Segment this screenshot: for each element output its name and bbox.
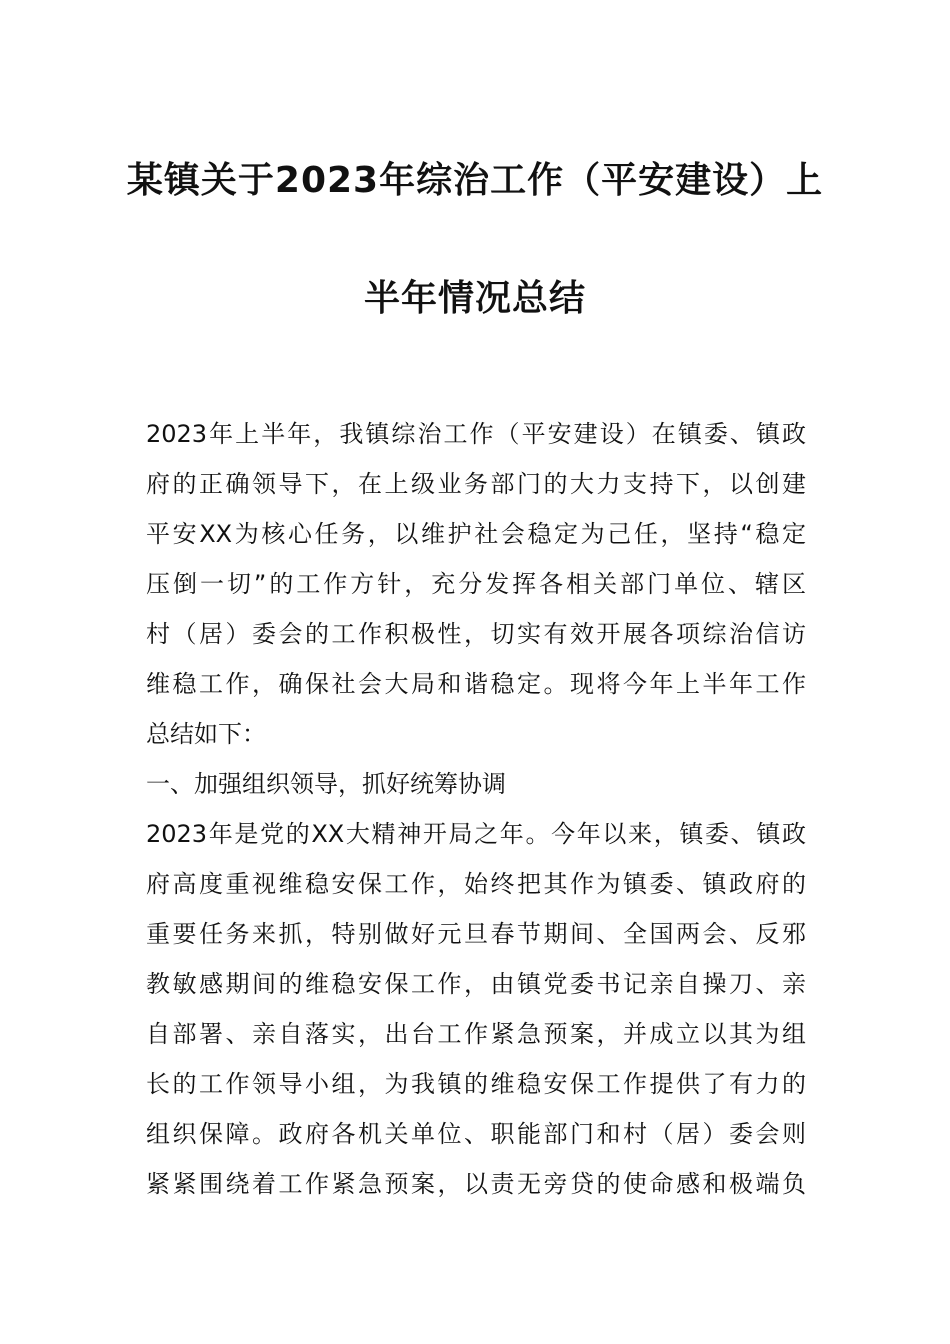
body-line: 2023年上半年，我镇综治工作（平安建设）在镇委、镇政 (146, 420, 806, 448)
document-title-line-1: 某镇关于2023年综治工作（平安建设）上 (126, 160, 824, 201)
body-line: 府的正确领导下，在上级业务部门的大力支持下，以创建 (146, 470, 806, 498)
body-line: 村（居）委会的工作积极性，切实有效开展各项综治信访 (146, 620, 806, 648)
document-body (146, 409, 806, 1209)
body-line: 总结如下： (146, 720, 266, 748)
body-line: 长的工作领导小组，为我镇的维稳安保工作提供了有力的 (146, 1070, 806, 1098)
document-title-line-2: 半年情况总结 (363, 278, 586, 319)
body-line: 组织保障。政府各机关单位、职能部门和村（居）委会则 (146, 1120, 806, 1148)
body-line: 维稳工作，确保社会大局和谐稳定。现将今年上半年工作 (146, 670, 806, 698)
body-line: 平安XX为核心任务，以维护社会稳定为己任，坚持“稳定 (146, 520, 806, 548)
body-line: 2023年是党的XX大精神开局之年。今年以来，镇委、镇政 (146, 820, 806, 848)
body-line: 教敏感期间的维稳安保工作，由镇党委书记亲自操刀、亲 (146, 970, 806, 998)
body-line: 压倒一切”的工作方针，充分发挥各相关部门单位、辖区 (146, 570, 806, 598)
body-line: 紧紧围绕着工作紧急预案，以责无旁贷的使命感和极端负 (146, 1170, 806, 1198)
body-line: 自部署、亲自落实，出台工作紧急预案，并成立以其为组 (146, 1020, 806, 1048)
body-line: 府高度重视维稳安保工作，始终把其作为镇委、镇政府的 (146, 870, 806, 898)
section-heading: 一、加强组织领导，抓好统筹协调 (146, 770, 506, 798)
body-line: 重要任务来抓，特别做好元旦春节期间、全国两会、反邪 (146, 920, 806, 948)
